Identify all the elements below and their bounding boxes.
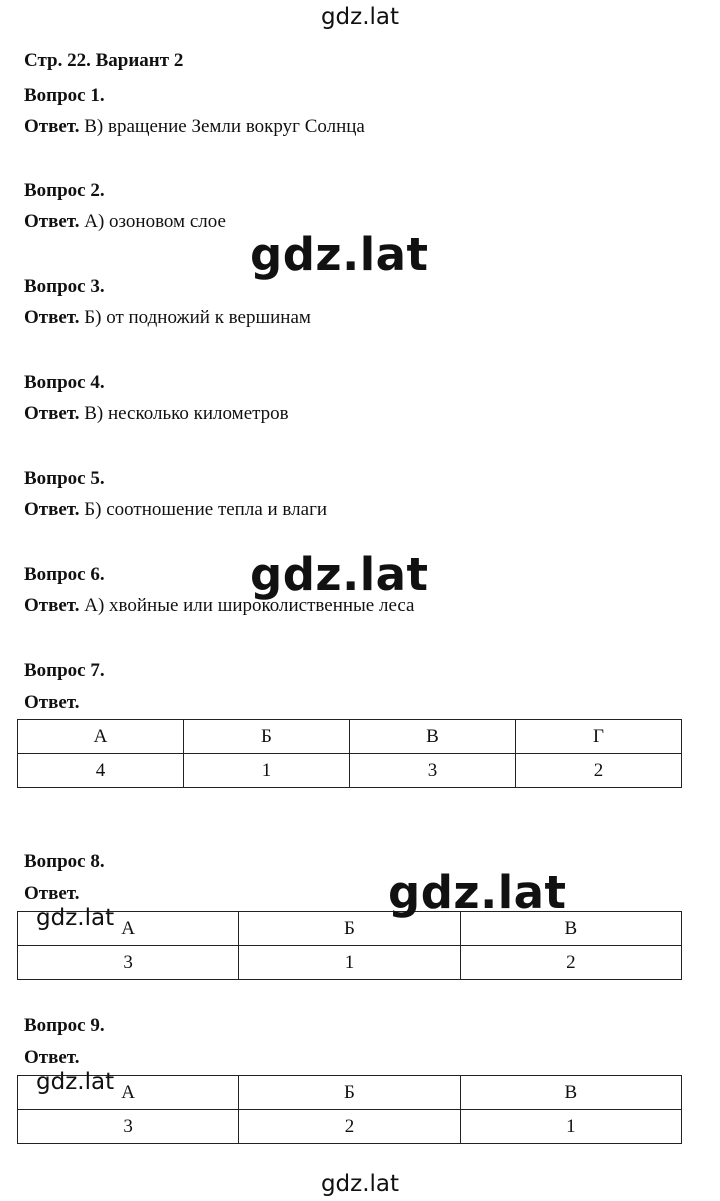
table-header-cell: В	[350, 720, 516, 754]
answer-label: Ответ.	[24, 211, 80, 232]
table-header-cell: А	[18, 720, 184, 754]
question-2-answer	[24, 210, 226, 234]
question-7-title: Вопрос 7.	[24, 660, 105, 681]
page-header: Стр. 22. Вариант 2	[24, 50, 184, 71]
table-header-cell: А	[18, 1076, 239, 1110]
watermark-small-2: gdz.lat	[36, 1069, 115, 1095]
table-row	[18, 946, 682, 980]
watermark-large-1: gdz.lat	[250, 228, 429, 281]
table-cell: 2	[516, 754, 682, 788]
table-row	[18, 720, 682, 754]
table-row	[18, 912, 682, 946]
question-3-answer	[24, 306, 311, 330]
question-9-table	[17, 1075, 682, 1144]
answer-text: А) озоновом слое	[84, 211, 226, 232]
question-7-answer-label	[24, 691, 79, 715]
answer-label: Ответ.	[24, 595, 80, 616]
table-row	[18, 754, 682, 788]
answer-text: А) хвойные или широколиственные леса	[84, 595, 415, 616]
table-header-cell: Г	[516, 720, 682, 754]
answer-label: Ответ.	[24, 1047, 80, 1068]
table-cell: 2	[460, 946, 681, 980]
answer-text: В) несколько километров	[84, 403, 289, 424]
table-header-cell: В	[460, 1076, 681, 1110]
question-1-title: Вопрос 1.	[24, 85, 105, 106]
table-cell: 3	[350, 754, 516, 788]
answer-label: Ответ.	[24, 116, 80, 137]
answer-label: Ответ.	[24, 499, 80, 520]
answer-text: В) вращение Земли вокруг Солнца	[84, 116, 365, 137]
question-6-title: Вопрос 6.	[24, 564, 105, 585]
question-2-title: Вопрос 2.	[24, 180, 105, 201]
question-9-answer-label	[24, 1046, 79, 1070]
question-9-title: Вопрос 9.	[24, 1015, 105, 1036]
table-cell: 3	[18, 1110, 239, 1144]
table-cell: 2	[239, 1110, 460, 1144]
answer-text: Б) соотношение тепла и влаги	[84, 499, 328, 520]
table-header-cell: Б	[239, 1076, 460, 1110]
question-4-answer	[24, 402, 289, 426]
watermark-large-3: gdz.lat	[388, 866, 567, 919]
table-cell: 3	[18, 946, 239, 980]
table-header-cell: А	[18, 912, 239, 946]
table-cell: 1	[239, 946, 460, 980]
question-1-answer	[24, 115, 365, 139]
answer-label: Ответ.	[24, 692, 80, 713]
question-5-answer	[24, 498, 327, 522]
table-row	[18, 1076, 682, 1110]
question-5-title: Вопрос 5.	[24, 468, 105, 489]
answer-label: Ответ.	[24, 307, 80, 328]
table-cell: 1	[460, 1110, 681, 1144]
question-8-answer-label	[24, 882, 79, 906]
watermark-top: gdz.lat	[320, 4, 400, 30]
table-header-cell: Б	[239, 912, 460, 946]
answer-label: Ответ.	[24, 403, 80, 424]
table-row	[18, 1110, 682, 1144]
question-8-title: Вопрос 8.	[24, 851, 105, 872]
watermark-bottom: gdz.lat	[320, 1171, 400, 1197]
answer-text: Б) от подножий к вершинам	[84, 307, 311, 328]
table-header-cell: В	[460, 912, 681, 946]
question-7-table	[17, 719, 682, 788]
question-8-table	[17, 911, 682, 980]
table-header-cell: Б	[184, 720, 350, 754]
answer-label: Ответ.	[24, 883, 80, 904]
watermark-small-1: gdz.lat	[36, 905, 115, 931]
table-cell: 4	[18, 754, 184, 788]
table-cell: 1	[184, 754, 350, 788]
question-3-title: Вопрос 3.	[24, 276, 105, 297]
question-4-title: Вопрос 4.	[24, 372, 105, 393]
watermark-large-2: gdz.lat	[250, 548, 429, 601]
